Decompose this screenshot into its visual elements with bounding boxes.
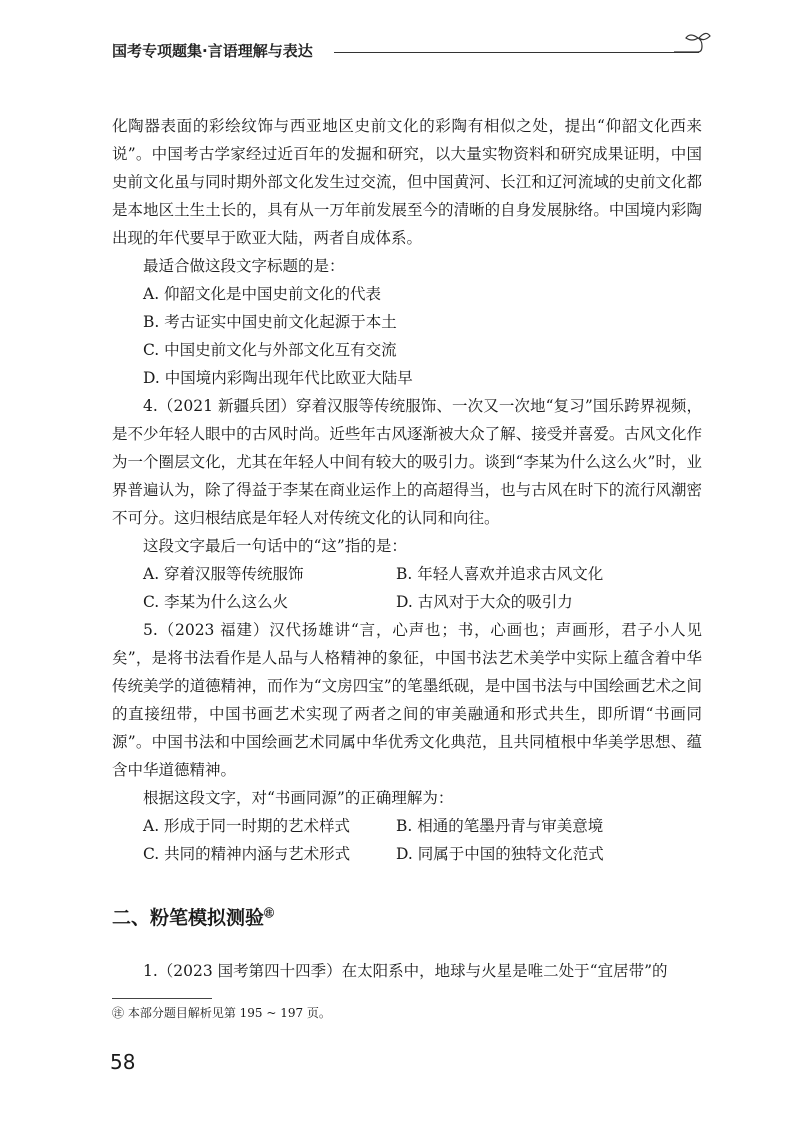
option-d: D. 中国境内彩陶出现年代比欧亚大陆早 [143, 369, 413, 387]
question-4-options-row-1 [112, 560, 702, 588]
question-prompt: 最适合做这段文字标题的是： [143, 257, 345, 275]
option-d: D. 古风对于大众的吸引力 [396, 593, 573, 611]
running-header [112, 30, 712, 70]
question-4-passage: 4.（2021 新疆兵团）穿着汉服等传统服饰、一次又一次地“复习”国乐跨界视频，是不少年轻人眼中的古风时尚。近些年古风逐渐被大众了解、接受并喜爱。古风文化作为一个圈层文化，尤其在年轻人中间有较大的吸引力。谈到“李某为什么这么火”时，业界普遍认为，除了得益于李某在商业运作上的高超得当，也与古风在时下的流行风潮密不可分。这归根结底是年轻人对传统文化的认同和向往。 [112, 397, 702, 527]
question-5-options-row-2 [112, 840, 702, 868]
section-heading-text: 二、粉笔模拟测验 [112, 907, 265, 929]
option-c: C. 共同的精神内涵与艺术形式 [143, 845, 351, 863]
header-rule [334, 52, 699, 53]
question-4-options-row-2 [112, 588, 702, 616]
footnote: ㊟ 本部分题目解析见第 195 ~ 197 页。 [112, 1006, 331, 1020]
page-number: 58 [110, 1050, 136, 1074]
question-5-passage: 5.（2023 福建）汉代扬雄讲“言，心声也；书，心画也；声画形，君子小人见矣”，是将书法看作是人品与人格精神的象征，中国书法艺术美学中实际上蕴含着中华传统美学的道德精神，而作为“文房四宝”的笔墨纸砚，是中国书法与中国绘画艺术之间的直接纽带，中国书画艺术实现了两者之间的审美融通和形式共生，即所谓“书画同源”。中国书法和中国绘画艺术同属中华优秀文化典范，且共同植根中华美学思想、蕴含中华道德精神。 [112, 621, 702, 779]
passage-continuation: 化陶器表面的彩绘纹饰与西亚地区史前文化的彩陶有相似之处，提出“仰韶文化西来说”。中国考古学家经过近百年的发掘和研究，以大量实物资料和研究成果证明，中国史前文化虽与同时期外部文化发生过交流，但中国黄河、长江和辽河流域的史前文化都是本地区土生土长的，具有从一万年前发展至今的清晰的自身发展脉络。中国境内彩陶出现的年代要早于欧亚大陆，两者自成体系。 [112, 117, 702, 247]
question-5-prompt: 根据这段文字，对“书画同源”的正确理解为： [143, 789, 454, 807]
option-d: D. 同属于中国的独特文化范式 [396, 845, 604, 863]
option-a: A. 形成于同一时期的艺术样式 [143, 817, 351, 835]
sprout-icon [672, 30, 712, 66]
option-c: C. 李某为什么这么火 [143, 593, 289, 611]
option-b: B. 考古证实中国史前文化起源于本土 [143, 313, 397, 331]
section-heading [112, 903, 274, 930]
section-note-mark: ㊟ [264, 908, 275, 920]
question-5-options-row-1 [112, 812, 702, 840]
option-a: A. 穿着汉服等传统服饰 [143, 565, 304, 583]
main-content [112, 112, 702, 868]
question-1-start: 1.（2023 国考第四十四季）在太阳系中，地球与火星是唯二处于“宜居带”的 [143, 962, 668, 980]
option-c: C. 中国史前文化与外部文化互有交流 [143, 341, 397, 359]
footnote-rule [112, 998, 212, 999]
option-b: B. 相通的笔墨丹青与审美意境 [396, 817, 604, 835]
question-4-prompt: 这段文字最后一句话中的“这”指的是： [143, 537, 407, 555]
option-a: A. 仰韶文化是中国史前文化的代表 [143, 285, 382, 303]
header-title: 国考专项题集·言语理解与表达 [112, 42, 313, 60]
option-b: B. 年轻人喜欢并追求古风文化 [396, 565, 604, 583]
